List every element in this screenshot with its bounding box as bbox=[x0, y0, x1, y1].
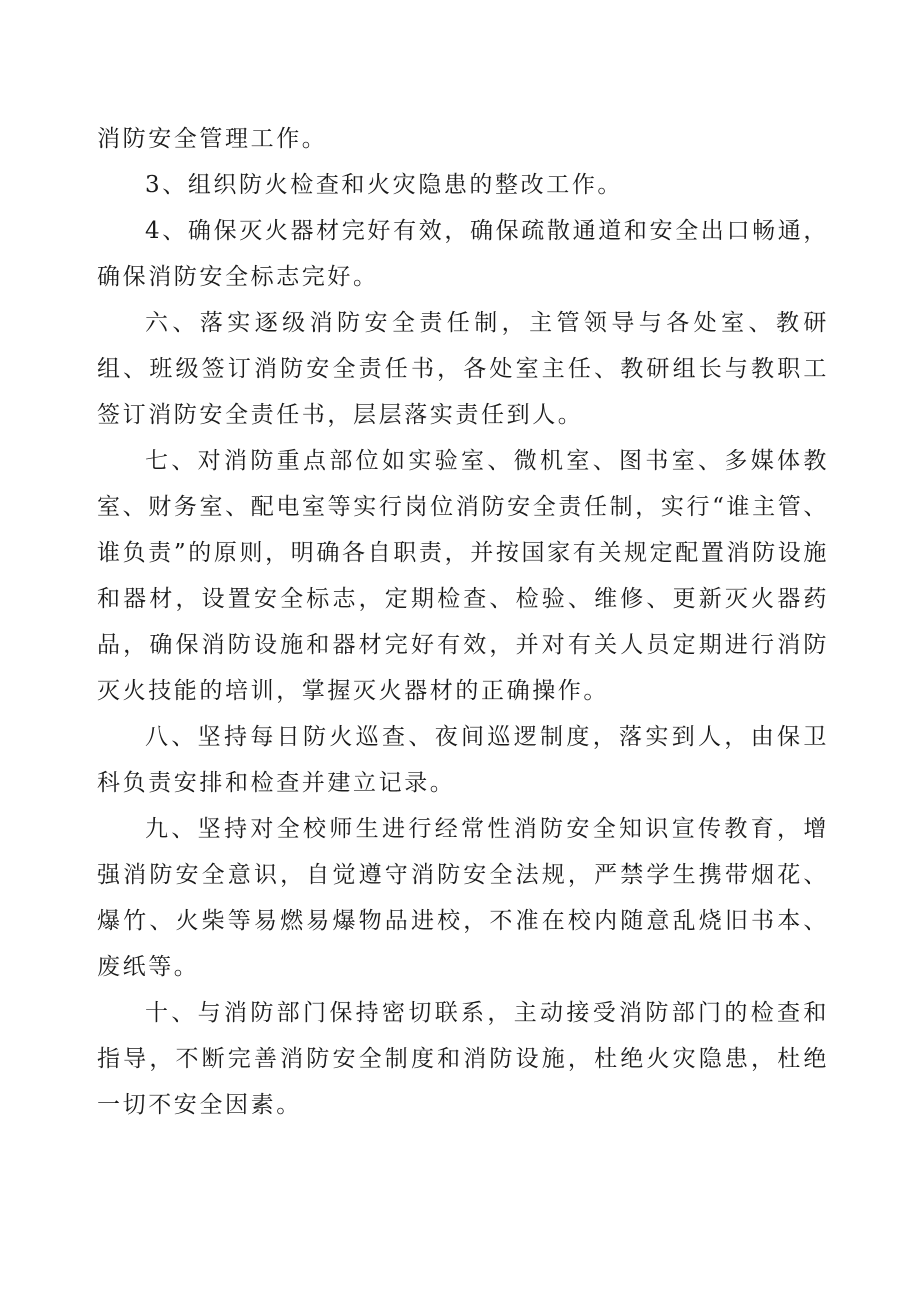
paragraph-section-8: 八、坚持每日防火巡查、夜间巡逻制度，落实到人，由保卫科负责安排和检查并建立记录。 bbox=[97, 724, 829, 796]
paragraph-section-6: 六、落实逐级消防安全责任制，主管领导与各处室、教研组、班级签订消防安全责任书，各处室主任、教研组长与教职工签订消防安全责任书，层层落实责任到人。 bbox=[97, 310, 829, 428]
paragraph-section-10: 十、与消防部门保持密切联系，主动接受消防部门的检查和指导，不断完善消防安全制度和消防设施，杜绝火灾隐患，杜绝一切不安全因素。 bbox=[97, 1000, 829, 1118]
paragraph-item-3: 3、组织防火检查和火灾隐患的整改工作。 bbox=[145, 172, 624, 198]
paragraph-continuation: 消防安全管理工作。 bbox=[97, 126, 328, 152]
document-body bbox=[97, 116, 829, 1128]
paragraph-section-7: 七、对消防重点部位如实验室、微机室、图书室、多媒体教室、财务室、配电室等实行岗位消防安全责任制，实行“谁主管、谁负责”的原则，明确各自职责，并按国家有关规定配置消防设施和器材，设置安全标志，定期检查、检验、维修、更新灭火器药品，确保消防设施和器材完好有效，并对有关人员定期进行消防灭火技能的培训，掌握灭火器材的正确操作。 bbox=[97, 448, 829, 704]
paragraph-section-9: 九、坚持对全校师生进行经常性消防安全知识宣传教育，增强消防安全意识，自觉遵守消防安全法规，严禁学生携带烟花、爆竹、火柴等易燃易爆物品进校，不准在校内随意乱烧旧书本、废纸等。 bbox=[97, 816, 829, 980]
paragraph-item-4: 4、确保灭火器材完好有效，确保疏散通道和安全出口畅通，确保消防安全标志完好。 bbox=[97, 218, 829, 290]
